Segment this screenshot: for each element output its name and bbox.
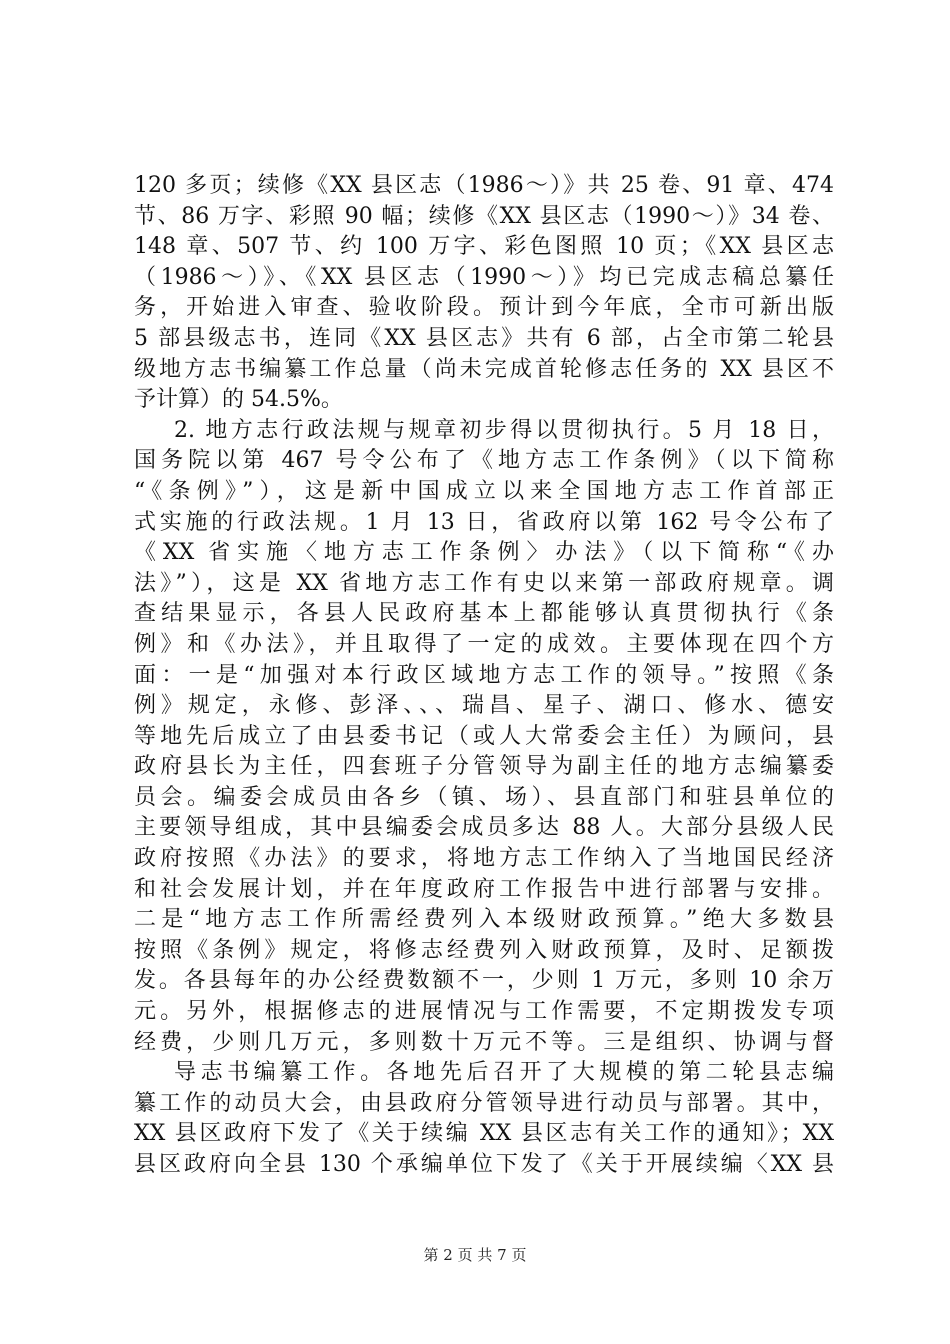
text-line: 《XX 省实施〈地方志工作条例〉办法》（以下简称“《办	[134, 540, 834, 566]
page-number-footer: 第 2 页 共 7 页	[423, 1246, 527, 1264]
text-line: 面：一是“加强对本行政区域地方志工作的领导。”按照《条	[134, 662, 834, 688]
text-line: 和社会发展计划，并在年度政府工作报告中进行部署与安排。	[134, 876, 834, 902]
text-line: XX 县区政府下发了《关于续编 XX 县区志有关工作的通知》；XX	[134, 1121, 834, 1147]
text-line: 级地方志书编纂工作总量（尚未完成首轮修志任务的 XX 县区不	[134, 356, 834, 382]
body-text	[134, 171, 834, 1181]
text-line: 经费，少则几万元，多则数十万元不等。三是组织、协调与督	[134, 1029, 834, 1055]
text-line: 国务院以第 467 号令公布了《地方志工作条例》（以下简称	[134, 448, 834, 474]
text-line: 发。各县每年的办公经费数额不一，少则 1 万元，多则 10 余万	[134, 968, 834, 994]
text-line: 等地先后成立了由县委书记（或人大常委会主任）为顾问，县	[134, 723, 834, 749]
text-line: 二是“地方志工作所需经费列入本级财政预算。”绝大多数县	[134, 907, 834, 933]
text-line: 主要领导组成，其中县编委会成员多达 88 人。大部分县级人民	[134, 815, 834, 841]
text-line: 员会。编委会成员由各乡（镇、场）、县直部门和驻县单位的	[134, 784, 834, 810]
text-line: 节、86 万字、彩照 90 幅；续修《XX 县区志（1990～）》34 卷、	[134, 203, 834, 229]
text-line: 政府县长为主任，四套班子分管领导为副主任的地方志编纂委	[134, 754, 834, 780]
text-line: 法》”），这是 XX 省地方志工作有史以来第一部政府规章。调	[134, 570, 834, 596]
text-line: 5 部县级志书，连同《XX 县区志》共有 6 部，占全市第二轮县	[134, 325, 834, 351]
text-line: 导志书编纂工作。各地先后召开了大规模的第二轮县志编	[174, 1060, 834, 1086]
text-line: 元。另外，根据修志的进展情况与工作需要，不定期拨发专项	[134, 999, 834, 1025]
text-line: 例》和《办法》，并且取得了一定的成效。主要体现在四个方	[134, 631, 834, 657]
text-line: 148 章、507 节、约 100 万字、彩色图照 10 页；《XX 县区志	[134, 234, 834, 260]
text-line: 120 多页；续修《XX 县区志（1986～）》共 25 卷、91 章、474	[134, 173, 834, 198]
text-line: 纂工作的动员大会，由县政府分管领导进行动员与部署。其中，	[134, 1090, 834, 1116]
text-line: 县区政府向全县 130 个承编单位下发了《关于开展续编〈XX 县	[134, 1152, 834, 1177]
text-line: （1986～）》、《XX 县区志（1990～）》均已完成志稿总纂任	[134, 264, 834, 290]
text-line: 查结果显示，各县人民政府基本上都能够认真贯彻执行《条	[134, 601, 834, 627]
text-line: 2. 地方志行政法规与规章初步得以贯彻执行。5 月 18 日，	[174, 417, 834, 443]
text-line: 政府按照《办法》的要求，将地方志工作纳入了当地国民经济	[134, 846, 834, 872]
text-line: 予计算）的 54.5%。	[134, 387, 343, 413]
text-line: “《条例》”），这是新中国成立以来全国地方志工作首部正	[134, 478, 834, 504]
text-line: 务，开始进入审查、验收阶段。预计到今年底，全市可新出版	[134, 295, 834, 321]
text-line: 式实施的行政法规。1 月 13 日，省政府以第 162 号令公布了	[134, 509, 834, 535]
text-line: 按照《条例》规定，将修志经费列入财政预算，及时、足额拨	[134, 937, 834, 963]
text-line: 例》规定，永修、彭泽、、、瑞昌、星子、湖口、修水、德安	[134, 693, 834, 719]
